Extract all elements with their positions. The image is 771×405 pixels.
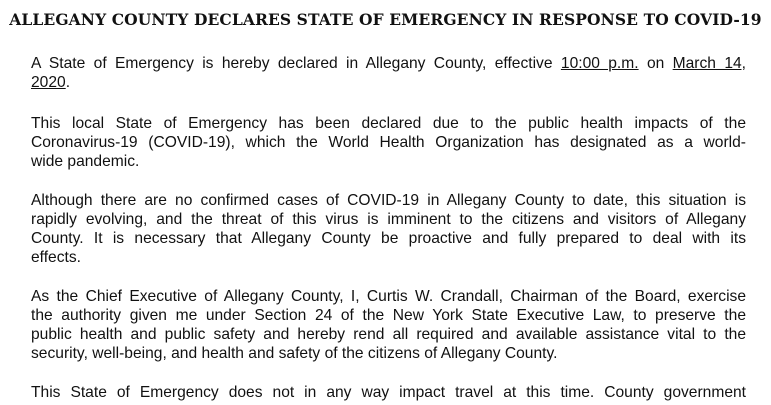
situation-line-4: effects. [31, 249, 81, 266]
travel-line-1: This State of Emergency does not in any way impact travel at this time. County government [31, 384, 746, 401]
declaration-line-1 [31, 54, 746, 73]
paragraph-authority [31, 287, 746, 363]
cause-line-1: This local State of Emergency has been declared due to the public health impacts of the [31, 115, 746, 132]
situation-line-1: Although there are no confirmed cases of COVID-19 in Allegany County to date, this situation is [31, 192, 746, 209]
situation-line-3: County. It is necessary that Allegany County be proactive and fully prepared to deal with its [31, 230, 746, 247]
paragraph-travel [31, 383, 746, 402]
paragraph-cause [31, 114, 746, 171]
declaration-line-2 [31, 73, 746, 92]
situation-line-2: rapidly evolving, and the threat of this virus is imminent to the citizens and visitors of Allegany [31, 211, 746, 228]
authority-line-1: As the Chief Executive of Allegany County, I, Curtis W. Crandall, Chairman of the Board, exercise [31, 288, 746, 305]
paragraph-situation [31, 191, 746, 267]
declaration-end: . [65, 74, 71, 91]
authority-line-4: security, well-being, and health and safety of the citizens of Allegany County. [31, 345, 558, 362]
cause-line-2: Coronavirus-19 (COVID-19), which the World Health Organization has designated as a world- [31, 134, 746, 151]
effective-time: 10:00 p.m. [560, 55, 639, 72]
authority-line-2: the authority given me under Section 24 of the New York State Executive Law, to preserve the [31, 307, 746, 324]
declaration-connector: on [638, 55, 673, 72]
declaration-text: A State of Emergency is hereby declared in Allegany County, effective [31, 55, 561, 72]
paragraph-declaration [31, 54, 746, 92]
authority-line-3: public health and public safety and hereby rend all required and available assistance vital to the [31, 326, 746, 343]
effective-date-part-1: March 14, [672, 55, 746, 72]
effective-date-part-2: 2020 [31, 74, 66, 91]
cause-line-3: wide pandemic. [31, 153, 140, 170]
document-title: ALLEGANY COUNTY DECLARES STATE OF EMERGENCY IN RESPONSE TO COVID-19 [9, 10, 762, 29]
